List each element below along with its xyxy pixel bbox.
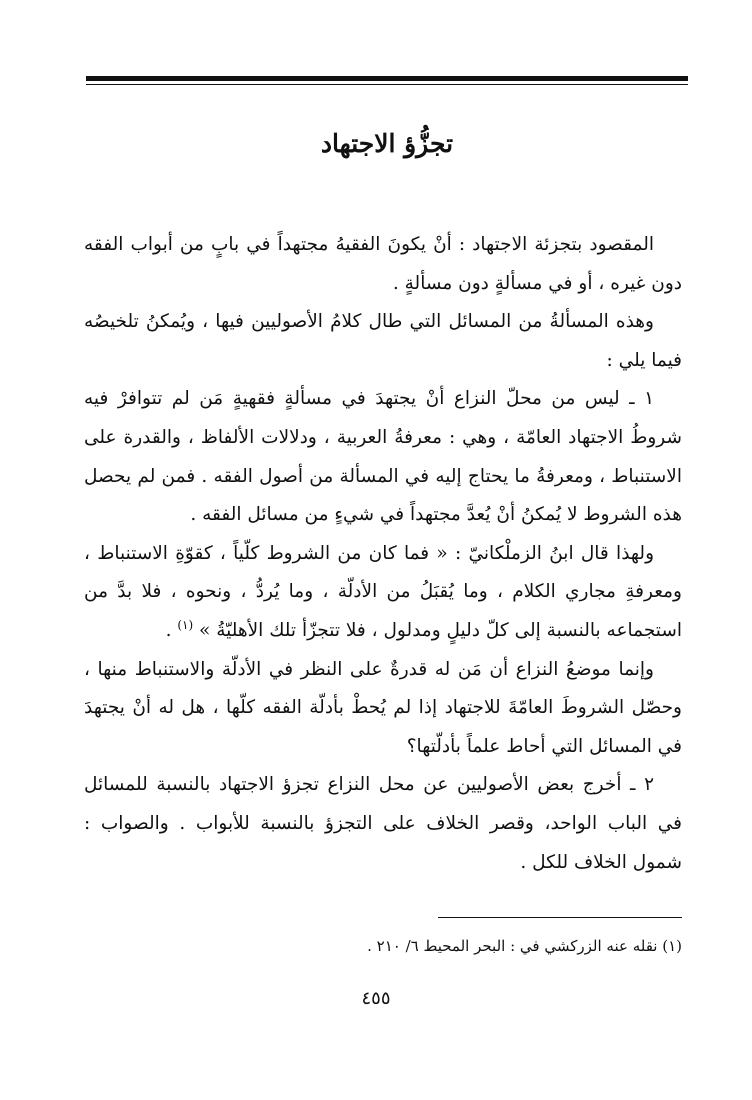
chapter-title: تجزُّؤ الاجتهاد — [320, 129, 454, 158]
header-rule-thin — [86, 84, 688, 85]
paragraph-2: وهذه المسألةُ من المسائل التي طال كلامُ الأصوليين فيها ، ويُمكنُ تلخيصُه فيما يلي : — [84, 311, 682, 371]
paragraph-4 — [84, 535, 682, 651]
footnote-reference[interactable]: (١) — [177, 617, 194, 632]
quote-text: ولهذا قال ابنُ الزملْكانيّ : « فما كان من الشروط كلّياً ، كقوّةِ الاستنباط ، ومعرفةِ مجاري الكلام ، وما يُقبَلُ من الأدلّة ، وما يُردُّ ، ونحوه ، فلا بدَّ من استجماعه بالنسبة إلى كلّ دليلٍ ومدلول ، فلا تتجزّأ تلك الأهليّةُ » — [84, 542, 682, 641]
body-text — [84, 226, 682, 882]
paragraph-1: المقصود بتجزئة الاجتهاد : أنْ يكونَ الفقيهُ مجتهداً في بابٍ من أبواب الفقه دون غيره ، أو في مسألةٍ دون مسألةٍ . — [84, 234, 682, 294]
paragraph-6: ٢ ـ أخرج بعض الأصوليين عن محل النزاع تجزؤ الاجتهاد بالنسبة للمسائل في الباب الواحد، وقصر الخلاف على التجزؤ بالنسبة للأبواب . والصواب : شمول الخلاف للكل . — [84, 774, 682, 873]
page-number: ٤٥٥ — [361, 988, 391, 1009]
paragraph-end-mark: . — [165, 619, 178, 641]
paragraph-3: ١ ـ ليس من محلّ النزاع أنْ يجتهدَ في مسألةٍ فقهيةٍ مَن لم تتوافرْ فيه شروطُ الاجتهاد العامّة ، وهي : معرفةُ العربية ، ودلالات الألفاظ ، والقدرة على الاستنباط ، ومعرفةُ ما يحتاج إليه في المسألة من أصول الفقه . فمن لم يحصل هذه الشروط لا يُمكنُ أنْ يُعدَّ مجتهداً في شيءٍ من مسائل الفقه . — [84, 388, 682, 526]
header-rule-thick — [86, 76, 688, 81]
paragraph-5: وإنما موضعُ النزاع أن مَن له قدرةٌ على النظر في الأدلّة والاستنباط منها ، وحصّل الشروطَ العامّةَ للاجتهاد إذا لم يُحطْ بأدلّة الفقه كلّها ، هل له أنْ يجتهدَ في المسائل التي أحاط علماً بأدلّتها؟ — [84, 658, 682, 757]
footnote-rule — [438, 917, 682, 918]
footnote: (١) نقله عنه الزركشي في : البحر المحيط ٦/ ٢١٠ . — [367, 937, 682, 955]
